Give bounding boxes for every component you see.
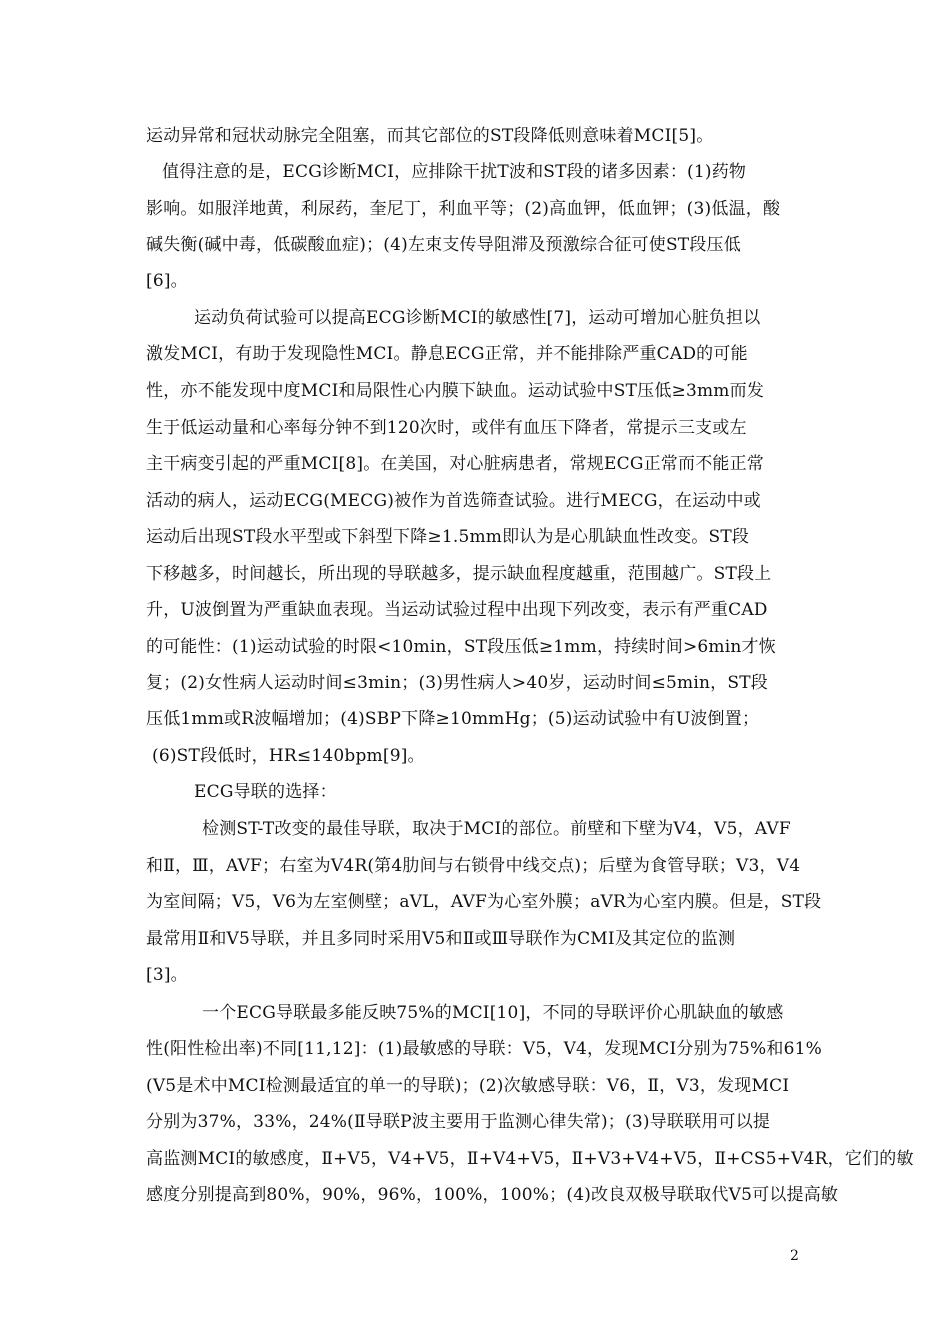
text-line: [3]。: [146, 965, 188, 985]
text-line: 值得注意的是，ECG诊断MCI，应排除干扰T波和ST段的诸多因素：(1)药物: [162, 162, 747, 182]
text-line: 运动后出现ST段水平型或下斜型下降≥1.5mm即认为是心肌缺血性改变。ST段: [146, 527, 750, 547]
text-line: 复；(2)女性病人运动时间≤3min；(3)男性病人>40岁，运动时间≤5min，ST段: [146, 673, 768, 693]
text-line: 最常用Ⅱ和V5导联，并且多同时采用V5和Ⅱ或Ⅲ导联作为CMI及其定位的监测: [146, 929, 736, 949]
text-line: 下移越多，时间越长，所出现的导联越多，提示缺血程度越重，范围越广。ST段上: [146, 564, 772, 584]
text-line: 为室间隔；V5，V6为左室侧壁；aVL，AVF为心室外膜；aVR为心室内膜。但是，ST段: [146, 892, 822, 912]
text-line: (6)ST段低时，HR≤140bpm[9]。: [152, 746, 425, 766]
text-line: 的可能性：(1)运动试验的时限<10min，ST段压低≥1mm，持续时间>6min才恢: [146, 637, 776, 657]
page-number: 2: [790, 1248, 799, 1264]
section-heading: ECG导联的选择：: [194, 782, 337, 802]
text-line: 生于低运动量和心率每分钟不到120次时，或伴有血压下降者，常提示三支或左: [146, 418, 747, 438]
text-line: 分别为37%，33%，24%(Ⅱ导联P波主要用于监测心律失常)；(3)导联联用可以提: [146, 1112, 771, 1132]
text-line: 性(阳性检出率)不同[11,12]：(1)最敏感的导联：V5，V4，发现MCI分别为75%和61%: [146, 1039, 822, 1059]
text-line: 性，亦不能发现中度MCI和局限性心内膜下缺血。运动试验中ST压低≥3mm而发: [146, 381, 765, 401]
text-line: 高监测MCI的敏感度，Ⅱ+V5，V4+V5，Ⅱ+V4+V5，Ⅱ+V3+V4+V5，Ⅱ+CS5+V4R，它们的敏: [146, 1149, 914, 1169]
text-line: 碱失衡(碱中毒，低碳酸血症)；(4)左束支传导阻滞及预激综合征可使ST段压低: [146, 235, 741, 255]
text-line: 和Ⅱ，Ⅲ，AVF；右室为V4R(第4肋间与右锁骨中线交点)；后壁为食管导联；V3，V4: [146, 856, 801, 876]
text-line: [6]。: [146, 271, 188, 291]
text-line: 压低1mm或R波幅增加；(4)SBP下降≥10mmHg；(5)运动试验中有U波倒置；: [146, 709, 760, 729]
text-line: 升，U波倒置为严重缺血表现。当运动试验过程中出现下列改变，表示有严重CAD: [146, 600, 768, 620]
text-line: 运动异常和冠状动脉完全阻塞，而其它部位的ST段降低则意味着MCI[5]。: [146, 126, 714, 146]
text-line: 感度分别提高到80%，90%，96%，100%，100%；(4)改良双极导联取代V5可以提高敏: [146, 1185, 839, 1205]
text-line: 活动的病人，运动ECG(MECG)被作为首选筛查试验。进行MECG，在运动中或: [146, 491, 761, 511]
text-line: (V5是术中MCI检测最适宜的单一的导联)；(2)次敏感导联：V6，Ⅱ，V3，发现MCI: [146, 1076, 790, 1096]
text-line: 主干病变引起的严重MCI[8]。在美国，对心脏病患者，常规ECG正常而不能正常: [146, 454, 765, 474]
text-line: 激发MCI，有助于发现隐性MCI。静息ECG正常，并不能排除严重CAD的可能: [146, 344, 748, 364]
text-line: 运动负荷试验可以提高ECG诊断MCI的敏感性[7]，运动可增加心脏负担以: [194, 308, 761, 328]
text-line: 一个ECG导联最多能反映75%的MCI[10]，不同的导联评价心肌缺血的敏感: [202, 1003, 784, 1023]
text-line: 影响。如服洋地黄，利尿药，奎尼丁，利血平等；(2)高血钾，低血钾；(3)低温，酸: [146, 199, 781, 219]
text-line: 检测ST-T改变的最佳导联，取决于MCI的部位。前壁和下壁为V4，V5，AVF: [202, 819, 791, 839]
